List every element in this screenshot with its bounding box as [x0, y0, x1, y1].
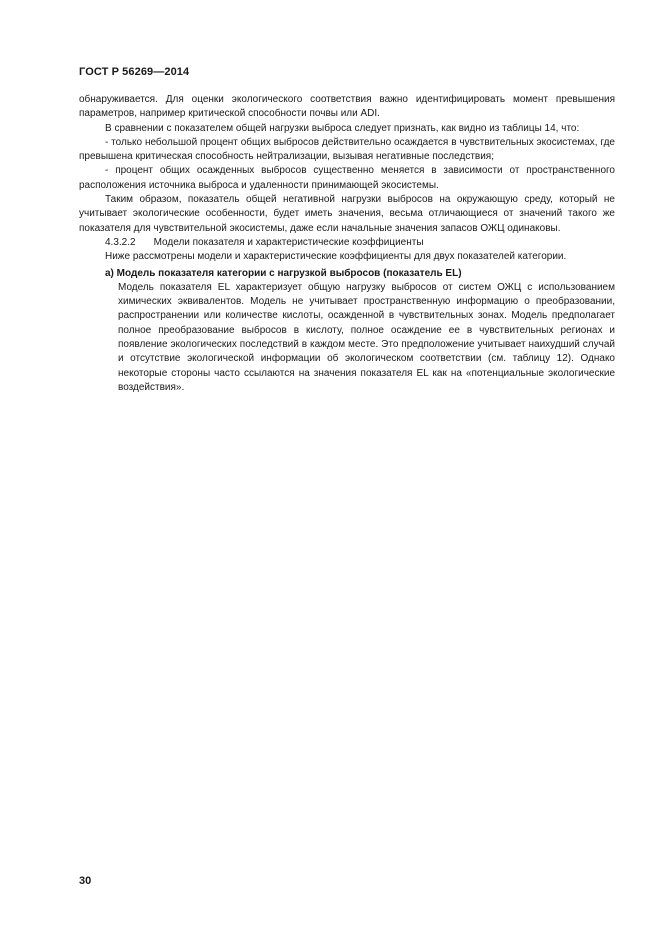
section-number: 4.3.2.2 — [105, 236, 136, 248]
page-number: 30 — [79, 875, 92, 887]
subsection-a-title: а) Модель показателя категории с нагрузкой выбросов (показатель EL) — [105, 267, 462, 279]
paragraph-5: Таким образом, показатель общей негативной нагрузки выбросов на окружающую среду, который не учитывает экологические особенности, будет иметь значения, весьма отличающиеся от значений такого же показателя для чувствительной экосистемы, даже если начальные значения запасов ОЖЦ одинаковы. — [79, 194, 615, 234]
section-title: Модели показателя и характеристические коэффициенты — [153, 236, 424, 248]
paragraph-2: В сравнении с показателем общей нагрузки выброса следует признать, как видно из таблицы 14, что: — [105, 122, 580, 134]
page-body — [79, 93, 615, 395]
paragraph-6: Ниже рассмотрены модели и характеристические коэффициенты для двух показателей категории. — [105, 251, 567, 263]
paragraph-4: - процент общих осажденных выбросов существенно меняется в зависимости от пространственного расположения источника выброса и удаленности принимающей экосистемы. — [79, 165, 615, 191]
paragraph-3: - только небольшой процент общих выбросов действительно осаждается в чувствительных экосистемах, где превышена критическая способность нейтрализации, вызывая негативные последствия; — [79, 136, 615, 163]
paragraph-1: обнаруживается. Для оценки экологического соответствия важно идентифицировать момент превышения параметров, например критической способности почвы или ADI. — [79, 94, 615, 120]
document-header: ГОСТ Р 56269—2014 — [79, 66, 190, 78]
section-heading — [79, 236, 615, 250]
subsection-a-body: Модель показателя EL характеризует общую нагрузку выбросов от систем ОЖЦ с использованием химических эквивалентов. Модель не учитывает пространственную информацию о преобразовании, распространении или количестве кислоты, осажденной в чувствительных зонах. Модель предполагает полное преобразование выбросов в кислоту, полное осаждение ее в чувствительных регионах и появление экологических последствий в каждом месте. Это предположение учитывает наихудший случай и отсутствие экологической информации об экологическом соответствии (см. таблицу 12). Однако некоторые стороны часто ссылаются на значения показателя EL как на «потенциальные экологические воздействия». — [118, 281, 615, 393]
